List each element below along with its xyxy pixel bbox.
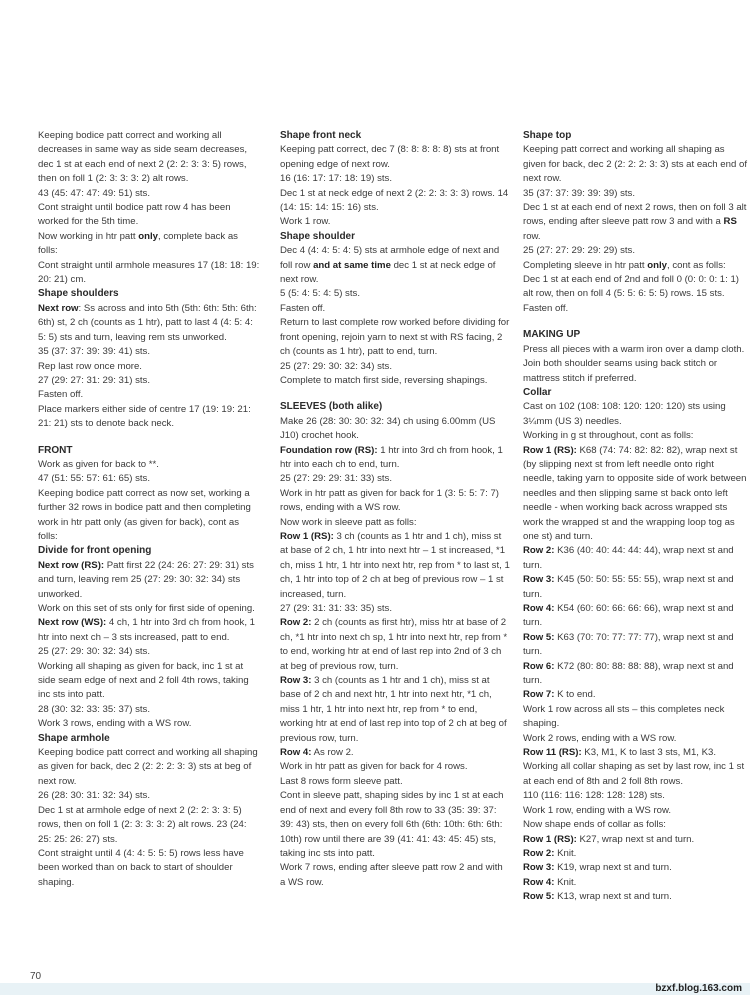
pattern-paragraph xyxy=(280,360,510,374)
bold-instruction: Next row xyxy=(38,302,79,314)
bold-instruction: RS xyxy=(723,216,737,228)
pattern-paragraph xyxy=(38,259,260,288)
pattern-paragraph xyxy=(523,201,748,244)
paragraph-text: Work as given for back to **. xyxy=(38,458,159,470)
pattern-paragraph xyxy=(523,760,748,789)
paragraph-text: K68 (74: 74: 82: 82: 82), wrap next st (by slipping next st from left needle onto right needle, taking yarn to opposite side of work between needles and then slipping same st back onto left needle - when working back across wrapped sts work the wrapped st and the wrapping loop tog as one st) and turn. xyxy=(523,444,747,542)
pattern-paragraph xyxy=(523,876,748,890)
paragraph-text: Fasten off. xyxy=(38,389,84,401)
pattern-paragraph xyxy=(280,187,510,216)
paragraph-text: Working in g st throughout, cont as folls: xyxy=(523,430,694,442)
paragraph-text: Work 7 rows, ending after sleeve patt row 2 and with a WS row. xyxy=(280,862,503,888)
paragraph-text: 35 (37: 37: 39: 39: 41) sts. xyxy=(38,346,150,358)
paragraph-text: 27 (29: 31: 31: 33: 35) sts. xyxy=(280,603,392,614)
paragraph-text: K45 (50: 50: 55: 55: 55), wrap next st and turn. xyxy=(523,574,734,600)
bold-instruction: Row 7: xyxy=(523,689,555,701)
pattern-paragraph xyxy=(523,400,748,429)
pattern-paragraph xyxy=(523,861,748,875)
column-2 xyxy=(280,129,510,890)
pattern-paragraph xyxy=(38,717,260,731)
pattern-paragraph xyxy=(523,804,748,818)
paragraph-text: 27 (29: 27: 31: 29: 31) sts. xyxy=(38,374,150,386)
pattern-paragraph xyxy=(523,357,748,386)
paragraph-text: K3, M1, K to last 3 sts, M1, K3. xyxy=(581,747,717,759)
pattern-paragraph xyxy=(523,688,748,702)
paragraph-text: 26 (28: 30: 31: 32: 34) sts. xyxy=(38,790,150,802)
bold-instruction: Row 1 (RS): xyxy=(523,444,577,456)
pattern-paragraph xyxy=(523,573,748,602)
paragraph-text: Dec 1 st at each end of 2nd and foll 0 (0: 0: 0: 1: 1) alt row, then on foll 4 (5: 5: 6: 5: 5) rows. 15 sts. xyxy=(523,274,739,300)
paragraph-text: Dec 1 st at each end of next 2 rows, then on foll 3 alt rows, ending after sleeve patt row 3 and with a xyxy=(523,202,747,228)
paragraph-text: Return to last complete row worked before dividing for front opening, rejoin yarn to next st with RS facing, 2 ch (counts as 1 htr), patt to end, turn. xyxy=(280,317,510,358)
paragraph-text: Fasten off. xyxy=(280,302,326,314)
pattern-paragraph xyxy=(38,388,260,402)
pattern-paragraph xyxy=(38,559,260,602)
section-heading: Shape armhole xyxy=(38,732,110,744)
paragraph-text: , cont as folls: xyxy=(667,259,726,271)
pattern-paragraph xyxy=(38,660,260,703)
paragraph-text: Fasten off. xyxy=(523,302,569,314)
paragraph-text: Cast on 102 (108: 108: 120: 120: 120) sts using 3¼mm (US 3) needles. xyxy=(523,401,726,427)
pattern-paragraph xyxy=(523,444,748,545)
pattern-paragraph xyxy=(280,760,510,774)
pattern-paragraph xyxy=(523,818,748,832)
pattern-paragraph xyxy=(38,746,260,789)
bold-instruction: Row 5: xyxy=(523,631,555,643)
pattern-paragraph xyxy=(280,516,510,530)
pattern-paragraph xyxy=(38,645,260,659)
paragraph-text: K27, wrap next st and turn. xyxy=(576,833,695,845)
pattern-paragraph xyxy=(38,360,260,374)
paragraph-text: 25 (27: 27: 29: 29: 29) sts. xyxy=(523,245,635,257)
pattern-paragraph xyxy=(523,259,748,273)
paragraph-text: 3 ch (counts as 1 htr and 1 ch), miss st at base of 2 ch and next htr, 1 htr into next htr, *1 ch, miss 1 htr, 1 htr into next htr, rep from * to end, working htr at end of last rep into top of 2 ch at beg of previous row, turn. xyxy=(280,675,507,744)
paragraph-text: Work 1 row. xyxy=(280,216,331,228)
bold-instruction: Row 2: xyxy=(280,617,312,629)
paragraph-text: Make 26 (28: 30: 30: 32: 34) ch using 6.00mm (US J10) crochet hook. xyxy=(280,415,496,442)
paragraph-text: Keeping bodice patt correct as now set, working a further 32 rows in bodice patt and then completing work in htr patt only (as given for back), cont as folls: xyxy=(38,487,251,542)
pattern-paragraph xyxy=(280,775,510,789)
paragraph-text: 43 (45: 47: 47: 49: 51) sts. xyxy=(38,187,150,199)
bold-instruction: Row 5: xyxy=(523,891,555,903)
paragraph-text: Now working in htr patt xyxy=(38,230,139,242)
bold-instruction: Row 2: xyxy=(523,847,555,859)
column-3 xyxy=(523,129,748,905)
pattern-paragraph xyxy=(38,804,260,847)
pattern-paragraph xyxy=(523,660,748,689)
paragraph-text: Working all collar shaping as set by last row, inc 1 st at each end of 8th and 2 foll 8th rows. xyxy=(523,761,745,787)
paragraph-text: Dec 1 st at neck edge of next 2 (2: 2: 3: 3: 3) rows. 14 (14: 15: 14: 15: 16) sts. xyxy=(280,187,509,214)
paragraph-text: 5 (5: 4: 5: 4: 5) sts. xyxy=(280,288,360,300)
paragraph-text: 16 (16: 17: 17: 18: 19) sts. xyxy=(280,173,392,185)
paragraph-text: 3 ch (counts as 1 htr and 1 ch), miss st at base of 2 ch, 1 htr into next htr – 1 st increased, *1 ch, miss 1 htr, 1 htr into next htr, rep from * to last st, 1 ch, 1 htr into top of 2 ch at beg of previous row – 1 st increased, turn. xyxy=(280,530,510,600)
pattern-paragraph xyxy=(38,403,260,432)
pattern-paragraph xyxy=(280,143,510,172)
pattern-paragraph xyxy=(38,230,260,259)
pattern-paragraph xyxy=(38,374,260,388)
paragraph-text: Now shape ends of collar as folls: xyxy=(523,819,666,831)
section-heading: Shape front neck xyxy=(280,130,362,141)
paragraph-text: K19, wrap next st and turn. xyxy=(554,862,672,874)
pattern-paragraph xyxy=(523,602,748,631)
paragraph-text: Work in htr patt as given for back for 1 (3: 5: 5: 7: 7) rows, ending with a WS row. xyxy=(280,487,499,514)
paragraph-text: Working all shaping as given for back, inc 1 st at side seam edge of next and 2 foll 4th rows, taking inc sts into patt. xyxy=(38,660,249,701)
pattern-paragraph xyxy=(38,487,260,545)
pattern-paragraph xyxy=(523,343,748,357)
page-number: 70 xyxy=(30,971,42,982)
pattern-paragraph xyxy=(523,143,748,186)
paragraph-text: K13, wrap next st and turn. xyxy=(554,891,672,903)
pattern-paragraph xyxy=(38,302,260,345)
paragraph-text: Keeping patt correct, dec 7 (8: 8: 8: 8: 8) sts at front opening edge of next row. xyxy=(280,144,500,170)
paragraph-text: 4 ch, 1 htr into 3rd ch from hook, 1 htr into next ch – 3 sts increased, patt to end. xyxy=(38,617,256,643)
bold-instruction: Next row (RS): xyxy=(38,559,105,571)
paragraph-text: Cont in sleeve patt, shaping sides by inc 1 st at each end of next and every foll 8th row to 33 (35: 39: 37: 39: 43) sts, then on every foll 6th (6th: 10th: 6th: 6th: 10th) row until there are 39 (41: 41: 43: 45: 45) sts, taking inc sts into patt. xyxy=(280,790,504,859)
pattern-paragraph xyxy=(523,273,748,302)
paragraph-text: 47 (51: 55: 57: 61: 65) sts. xyxy=(38,473,150,485)
pattern-paragraph xyxy=(280,302,510,316)
pattern-paragraph xyxy=(280,487,510,516)
pattern-paragraph xyxy=(280,244,510,287)
pattern-paragraph xyxy=(280,746,510,760)
pattern-paragraph xyxy=(280,616,510,674)
paragraph-text: K54 (60: 60: 66: 66: 66), wrap next st and turn. xyxy=(523,603,734,629)
paragraph-text: Cont straight until bodice patt row 4 has been worked for the 5th time. xyxy=(38,202,231,228)
paragraph-text: Work 1 row across all sts – this completes neck shaping. xyxy=(523,703,725,730)
pattern-paragraph xyxy=(280,444,510,473)
pattern-paragraph xyxy=(280,172,510,186)
pattern-paragraph xyxy=(523,732,748,746)
paragraph-text: Press all pieces with a warm iron over a damp cloth. xyxy=(523,343,745,355)
paragraph-text: 25 (27: 29: 30: 32: 34) sts. xyxy=(38,646,150,658)
pattern-paragraph xyxy=(38,602,260,616)
section-heading: FRONT xyxy=(38,444,73,456)
paragraph-text: As row 2. xyxy=(311,747,354,759)
pattern-paragraph xyxy=(38,847,260,890)
paragraph-text: Last 8 rows form sleeve patt. xyxy=(280,775,403,787)
bold-instruction: only xyxy=(647,259,667,271)
bold-instruction: only xyxy=(138,230,158,242)
paragraph-text: Dec 4 (4: 4: 5: 4: 5) sts at armhole edge of next and foll row xyxy=(280,245,500,271)
pattern-paragraph xyxy=(523,429,748,443)
section-heading: Shape shoulders xyxy=(38,288,119,300)
bold-instruction: Row 3: xyxy=(523,574,555,586)
paragraph-text: Cont straight until armhole measures 17 (18: 18: 19: 20: 21) cm. xyxy=(38,259,260,286)
paragraph-text: 110 (116: 116: 128: 128: 128) sts. xyxy=(523,790,665,802)
bold-instruction: Row 11 (RS): xyxy=(523,747,582,759)
pattern-paragraph xyxy=(38,129,260,187)
pattern-paragraph xyxy=(523,847,748,861)
paragraph-text: Work 2 rows, ending with a WS row. xyxy=(523,732,677,744)
pattern-paragraph xyxy=(38,703,260,717)
column-1 xyxy=(38,129,260,890)
paragraph-text: 28 (30: 32: 33: 35: 37) sts. xyxy=(38,703,150,715)
paragraph-text: Work in htr patt as given for back for 4 rows. xyxy=(280,761,468,773)
pattern-paragraph xyxy=(280,415,510,444)
paragraph-text: Complete to match first side, reversing shapings. xyxy=(280,374,488,386)
bold-instruction: Row 1 (RS): xyxy=(280,530,334,542)
footer-site-watermark: bzxf.blog.163.com xyxy=(655,983,742,994)
bold-instruction: Row 4: xyxy=(523,876,555,888)
paragraph-text: 2 ch (counts as first htr), miss htr at base of 2 ch, *1 htr into next ch sp, 1 htr into next htr, rep from * to end, working htr at end of last rep into 2nd of 3 ch at beg of previous row, turn. xyxy=(280,617,508,672)
pattern-paragraph xyxy=(523,544,748,573)
paragraph-text: Rep last row once more. xyxy=(38,360,142,372)
pattern-paragraph xyxy=(280,287,510,301)
pattern-paragraph xyxy=(523,631,748,660)
bold-instruction: Row 4: xyxy=(523,603,555,614)
pattern-paragraph xyxy=(38,616,260,645)
bold-instruction: Next row (WS): xyxy=(38,617,107,629)
paragraph-text: Knit. xyxy=(554,876,577,888)
paragraph-text: Place markers either side of centre 17 (19: 19: 21: 21: 21) sts to denote back neck. xyxy=(38,403,251,430)
paragraph-text: K63 (70: 70: 77: 77: 77), wrap next st and turn. xyxy=(523,631,734,658)
bold-instruction: Foundation row (RS): xyxy=(280,444,378,456)
pattern-paragraph xyxy=(523,244,748,258)
section-heading: Shape shoulder xyxy=(280,230,356,242)
paragraph-text: 25 (27: 29: 30: 32: 34) sts. xyxy=(280,360,392,372)
section-heading: MAKING UP xyxy=(523,329,581,341)
paragraph-text: Work on this set of sts only for first side of opening. xyxy=(38,603,255,614)
pattern-paragraph xyxy=(523,890,748,904)
paragraph-text: Keeping patt correct and working all shaping as given for back, dec 2 (2: 2: 2: 3: 3) sts at each end of next row. xyxy=(523,144,747,185)
pattern-paragraph xyxy=(523,187,748,201)
paragraph-text: 35 (37: 37: 39: 39: 39) sts. xyxy=(523,187,635,199)
pattern-paragraph xyxy=(523,746,748,760)
paragraph-text: Keeping bodice patt correct and working all shaping as given for back, dec 2 (2: 2: 2: 3: 3) sts at beg of next row. xyxy=(38,747,258,787)
bold-instruction: Row 6: xyxy=(523,660,555,672)
bold-instruction: Row 2: xyxy=(523,545,555,557)
pattern-paragraph xyxy=(523,833,748,847)
bold-instruction: and at same time xyxy=(313,259,391,271)
pattern-paragraph xyxy=(38,458,260,472)
paragraph-text: , complete back as folls: xyxy=(38,230,238,257)
paragraph-text: Keeping bodice patt correct and working all decreases in same way as side seam decreases, dec 1 st at each end of next 2 (2: 2: 3: 3: 5) rows, then on foll 1 (2: 3: 3: 3: 2) alt rows. xyxy=(38,130,248,185)
paragraph-text: Completing sleeve in htr patt xyxy=(523,259,648,271)
footer-bar xyxy=(0,983,750,995)
bold-instruction: Row 4: xyxy=(280,747,312,759)
pattern-paragraph xyxy=(280,789,510,861)
pattern-paragraph xyxy=(523,789,748,803)
bold-instruction: Row 1 (RS): xyxy=(523,833,577,845)
pattern-paragraph xyxy=(280,316,510,359)
paragraph-text: dec 1 st at neck edge of next row. xyxy=(280,259,496,286)
pattern-paragraph xyxy=(38,187,260,201)
paragraph-text: row. xyxy=(523,230,541,242)
pattern-paragraph xyxy=(280,861,510,890)
bold-instruction: Row 3: xyxy=(280,675,312,687)
pattern-paragraph xyxy=(280,530,510,602)
pattern-paragraph xyxy=(280,215,510,229)
pattern-paragraph xyxy=(523,302,748,316)
pattern-paragraph xyxy=(280,674,510,746)
pattern-paragraph xyxy=(38,789,260,803)
pattern-paragraph xyxy=(38,345,260,359)
section-heading: SLEEVES (both alike) xyxy=(280,401,383,413)
paragraph-text: Work 1 row, ending with a WS row. xyxy=(523,804,672,816)
paragraph-text: Work 3 rows, ending with a WS row. xyxy=(38,718,192,730)
paragraph-text: 25 (27: 29: 29: 31: 33) sts. xyxy=(280,473,392,485)
paragraph-text: 1 htr into 3rd ch from hook, 1 htr into each ch to end, turn. xyxy=(280,444,503,470)
paragraph-text: Cont straight until 4 (4: 4: 5: 5: 5) rows less have been worked than on back to start of shoulder shaping. xyxy=(38,847,244,888)
pattern-paragraph xyxy=(38,201,260,230)
section-heading: Collar xyxy=(523,386,552,398)
paragraph-text: : Ss across and into 5th (5th: 6th: 5th: 6th: 6th) st, 2 ch (counts as 1 htr), patt to last 4 (4: 5: 4: 5: 5) sts and turn, leaving rem sts unworked. xyxy=(38,302,257,343)
paragraph-text: Join both shoulder seams using back stitch or mattress stitch if preferred. xyxy=(523,358,718,384)
bold-instruction: Row 3: xyxy=(523,862,555,874)
section-heading: Shape top xyxy=(523,130,572,141)
paragraph-text: K to end. xyxy=(554,689,596,701)
pattern-paragraph xyxy=(523,703,748,732)
paragraph-text: Knit. xyxy=(554,847,577,859)
pattern-paragraph xyxy=(280,602,510,616)
pattern-paragraph xyxy=(280,374,510,388)
section-heading: Divide for front opening xyxy=(38,545,152,557)
paragraph-text: K72 (80: 80: 88: 88: 88), wrap next st and turn. xyxy=(523,660,734,687)
pattern-paragraph xyxy=(280,472,510,486)
paragraph-text: Now work in sleeve patt as folls: xyxy=(280,516,417,528)
pattern-paragraph xyxy=(38,472,260,486)
paragraph-text: Patt first 22 (24: 26: 27: 29: 31) sts and turn, leaving rem 25 (27: 29: 30: 32: 34) sts unworked. xyxy=(38,559,254,600)
paragraph-text: K36 (40: 40: 44: 44: 44), wrap next st and turn. xyxy=(523,545,734,571)
paragraph-text: Dec 1 st at armhole edge of next 2 (2: 2: 3: 3: 5) rows, then on foll 1 (2: 3: 3: 3: 2) alt rows. 23 (24: 25: 25: 26: 27) sts. xyxy=(38,804,247,845)
